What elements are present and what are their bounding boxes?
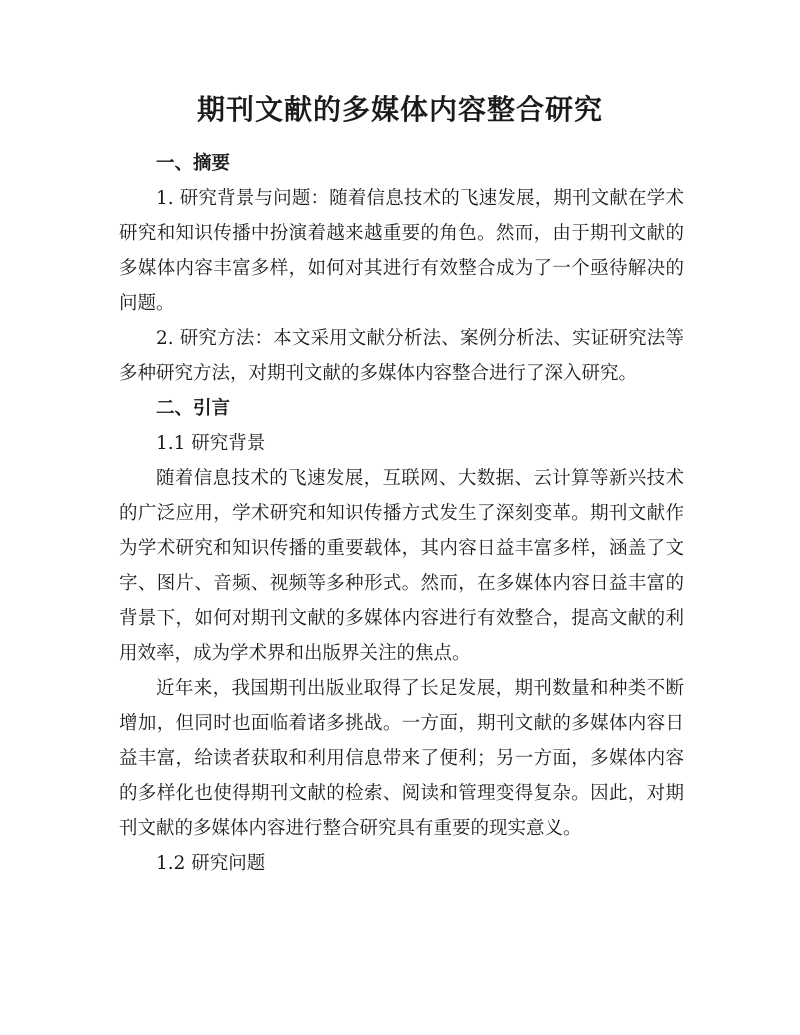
paragraph-background-problem: 1. 研究背景与问题：随着信息技术的飞速发展，期刊文献在学术研究和知识传播中扮演着越来越重要的角色。然而，由于期刊文献的多媒体内容丰富多样，如何对其进行有效整合成为了一个亟待解决的问题。 — [119, 188, 684, 314]
subsection-heading-research-background: 1.1 研究背景 — [156, 433, 266, 454]
document-title: 期刊文献的多媒体内容整合研究 — [196, 93, 603, 126]
section-heading-introduction: 二、引言 — [156, 398, 231, 419]
paragraph-research-method: 2. 研究方法：本文采用文献分析法、案例分析法、实证研究法等多种研究方法，对期刊文献的多媒体内容整合进行了深入研究。 — [119, 328, 684, 384]
document-body — [119, 146, 684, 881]
section-heading-abstract: 一、摘要 — [156, 153, 231, 174]
paragraph-research-background-2: 近年来，我国期刊出版业取得了长足发展，期刊数量和种类不断增加，但同时也面临着诸多挑战。一方面，期刊文献的多媒体内容日益丰富，给读者获取和利用信息带来了便利；另一方面，多媒体内容的多样化也使得期刊文献的检索、阅读和管理变得复杂。因此，对期刊文献的多媒体内容进行整合研究具有重要的现实意义。 — [119, 678, 684, 839]
subsection-heading-research-questions: 1.2 研究问题 — [156, 853, 266, 874]
paragraph-research-background-1: 随着信息技术的飞速发展，互联网、大数据、云计算等新兴技术的广泛应用，学术研究和知识传播方式发生了深刻变革。期刊文献作为学术研究和知识传播的重要载体，其内容日益丰富多样，涵盖了文字、图片、音频、视频等多种形式。然而，在多媒体内容日益丰富的背景下，如何对期刊文献的多媒体内容进行有效整合，提高文献的利用效率，成为学术界和出版界关注的焦点。 — [119, 468, 684, 664]
